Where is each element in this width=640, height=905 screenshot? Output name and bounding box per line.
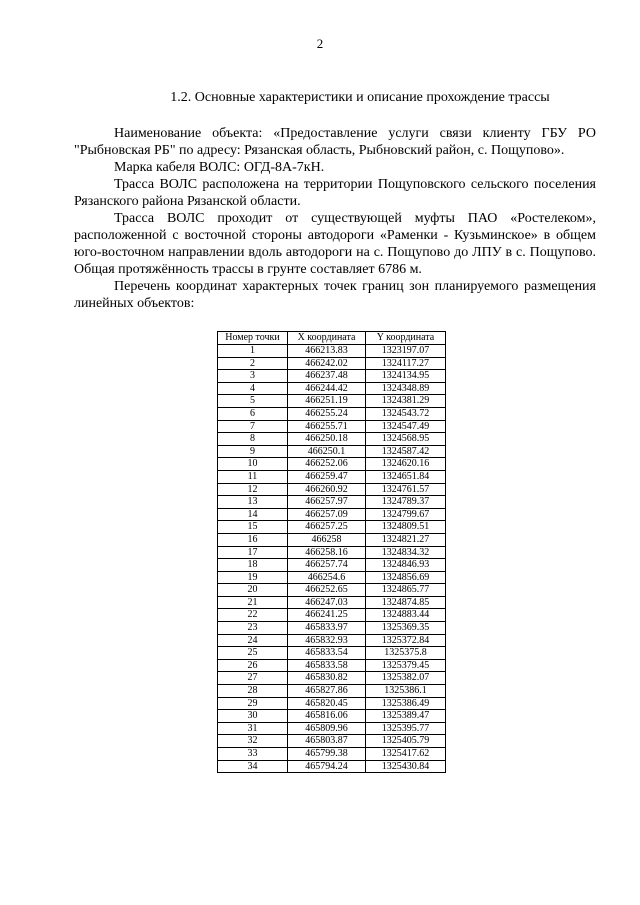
table-row (218, 685, 446, 698)
cell-y-coordinate: 1324587.42 (366, 445, 446, 458)
table-row (218, 609, 446, 622)
table-row (218, 584, 446, 597)
cell-y-coordinate: 1324856.69 (366, 571, 446, 584)
table-row (218, 345, 446, 358)
table-row (218, 697, 446, 710)
cell-point-number: 23 (218, 622, 288, 635)
table-row (218, 407, 446, 420)
paragraph-object-name: Наименование объекта: «Предоставление услуги связи клиенту ГБУ РО "Рыбновская РБ" по адресу: Рязанская область, Рыбновский район, с. Пощупово». (74, 126, 596, 158)
header-y-coordinate: Y координата (366, 332, 446, 345)
table-row (218, 760, 446, 773)
cell-x-coordinate: 466260.92 (288, 483, 366, 496)
table-row (218, 647, 446, 660)
cell-x-coordinate: 466257.97 (288, 496, 366, 509)
cell-x-coordinate: 466254.6 (288, 571, 366, 584)
table-row (218, 722, 446, 735)
cell-y-coordinate: 1324543.72 (366, 407, 446, 420)
cell-point-number: 15 (218, 521, 288, 534)
cell-point-number: 29 (218, 697, 288, 710)
table-row (218, 571, 446, 584)
cell-x-coordinate: 466257.74 (288, 559, 366, 572)
table-row (218, 433, 446, 446)
cell-point-number: 5 (218, 395, 288, 408)
cell-point-number: 4 (218, 382, 288, 395)
cell-x-coordinate: 466252.06 (288, 458, 366, 471)
cell-point-number: 26 (218, 659, 288, 672)
cell-y-coordinate: 1324789.37 (366, 496, 446, 509)
table-row (218, 659, 446, 672)
cell-point-number: 31 (218, 722, 288, 735)
paragraph-route-description: Трасса ВОЛС проходит от существующей муфты ПАО «Ростелеком», расположенной с восточной стороны автодороги «Раменки - Кузьминское» в общем юго-восточном направлении вдоль автодороги на с. Пощупово до ЛПУ в с. Пощупово. Общая протяжённость трассы в грунте составляет 6786 м. (74, 211, 596, 277)
cell-x-coordinate: 465833.97 (288, 622, 366, 635)
cell-x-coordinate: 465820.45 (288, 697, 366, 710)
paragraph-route-location: Трасса ВОЛС расположена на территории Пощуповского сельского поселения Рязанского района Рязанской области. (74, 177, 596, 209)
cell-point-number: 2 (218, 357, 288, 370)
cell-y-coordinate: 1324381.29 (366, 395, 446, 408)
cell-point-number: 20 (218, 584, 288, 597)
cell-point-number: 12 (218, 483, 288, 496)
table-row (218, 634, 446, 647)
cell-x-coordinate: 466255.24 (288, 407, 366, 420)
table-row (218, 420, 446, 433)
cell-y-coordinate: 1325386.49 (366, 697, 446, 710)
cell-x-coordinate: 466257.09 (288, 508, 366, 521)
cell-y-coordinate: 1324883.44 (366, 609, 446, 622)
cell-x-coordinate: 466242.02 (288, 357, 366, 370)
cell-point-number: 9 (218, 445, 288, 458)
table-row (218, 445, 446, 458)
table-row (218, 546, 446, 559)
cell-point-number: 16 (218, 533, 288, 546)
cell-y-coordinate: 1325395.77 (366, 722, 446, 735)
header-x-coordinate: X координата (288, 332, 366, 345)
cell-y-coordinate: 1324865.77 (366, 584, 446, 597)
cell-point-number: 1 (218, 345, 288, 358)
cell-x-coordinate: 465833.58 (288, 659, 366, 672)
cell-y-coordinate: 1324348.89 (366, 382, 446, 395)
cell-y-coordinate: 1324620.16 (366, 458, 446, 471)
cell-point-number: 21 (218, 596, 288, 609)
cell-x-coordinate: 466250.18 (288, 433, 366, 446)
cell-x-coordinate: 466213.83 (288, 345, 366, 358)
cell-x-coordinate: 466259.47 (288, 470, 366, 483)
cell-x-coordinate: 466252.65 (288, 584, 366, 597)
cell-y-coordinate: 1325430.84 (366, 760, 446, 773)
cell-point-number: 6 (218, 407, 288, 420)
paragraph-coordinates-intro: Перечень координат характерных точек границ зон планируемого размещения линейных объектов: (74, 279, 596, 311)
cell-point-number: 18 (218, 559, 288, 572)
cell-point-number: 32 (218, 735, 288, 748)
table-row (218, 622, 446, 635)
cell-x-coordinate: 466255.71 (288, 420, 366, 433)
table-row (218, 508, 446, 521)
section-heading: 1.2. Основные характеристики и описание прохождение трассы (170, 90, 550, 105)
cell-y-coordinate: 1324134.95 (366, 370, 446, 383)
cell-y-coordinate: 1324117.27 (366, 357, 446, 370)
cell-point-number: 25 (218, 647, 288, 660)
table-row (218, 559, 446, 572)
paragraph-cable-brand: Марка кабеля ВОЛС: ОГД-8А-7кН. (114, 160, 325, 175)
cell-point-number: 33 (218, 748, 288, 761)
cell-point-number: 30 (218, 710, 288, 723)
table-row (218, 382, 446, 395)
cell-point-number: 22 (218, 609, 288, 622)
body-text (74, 125, 596, 312)
cell-y-coordinate: 1324568.95 (366, 433, 446, 446)
table-row (218, 458, 446, 471)
cell-y-coordinate: 1325382.07 (366, 672, 446, 685)
table-row (218, 357, 446, 370)
table-row (218, 521, 446, 534)
cell-y-coordinate: 1324834.32 (366, 546, 446, 559)
cell-x-coordinate: 466258 (288, 533, 366, 546)
cell-point-number: 11 (218, 470, 288, 483)
cell-y-coordinate: 1325379.45 (366, 659, 446, 672)
cell-y-coordinate: 1324651.84 (366, 470, 446, 483)
table-row (218, 672, 446, 685)
cell-x-coordinate: 466244.42 (288, 382, 366, 395)
page-number: 2 (316, 36, 324, 51)
table-row (218, 470, 446, 483)
cell-x-coordinate: 465827.86 (288, 685, 366, 698)
table-body (218, 345, 446, 773)
cell-x-coordinate: 466237.48 (288, 370, 366, 383)
cell-y-coordinate: 1324809.51 (366, 521, 446, 534)
cell-point-number: 10 (218, 458, 288, 471)
table-row (218, 483, 446, 496)
cell-x-coordinate: 465799.38 (288, 748, 366, 761)
cell-y-coordinate: 1324547.49 (366, 420, 446, 433)
cell-x-coordinate: 466257.25 (288, 521, 366, 534)
table-row (218, 735, 446, 748)
cell-x-coordinate: 465830.82 (288, 672, 366, 685)
cell-point-number: 3 (218, 370, 288, 383)
cell-point-number: 24 (218, 634, 288, 647)
cell-point-number: 28 (218, 685, 288, 698)
cell-point-number: 14 (218, 508, 288, 521)
cell-x-coordinate: 465833.54 (288, 647, 366, 660)
cell-point-number: 27 (218, 672, 288, 685)
cell-y-coordinate: 1325417.62 (366, 748, 446, 761)
cell-x-coordinate: 466247.03 (288, 596, 366, 609)
cell-y-coordinate: 1325386.1 (366, 685, 446, 698)
table-row (218, 533, 446, 546)
cell-y-coordinate: 1323197.07 (366, 345, 446, 358)
cell-x-coordinate: 465794.24 (288, 760, 366, 773)
cell-x-coordinate: 465816.06 (288, 710, 366, 723)
cell-y-coordinate: 1325369.35 (366, 622, 446, 635)
table-row (218, 710, 446, 723)
cell-y-coordinate: 1325389.47 (366, 710, 446, 723)
cell-point-number: 19 (218, 571, 288, 584)
cell-x-coordinate: 466250.1 (288, 445, 366, 458)
cell-x-coordinate: 465832.93 (288, 634, 366, 647)
header-point-number: Номер точки (218, 332, 288, 345)
cell-x-coordinate: 465803.87 (288, 735, 366, 748)
cell-y-coordinate: 1324821.27 (366, 533, 446, 546)
cell-x-coordinate: 466251.19 (288, 395, 366, 408)
cell-point-number: 8 (218, 433, 288, 446)
table-row (218, 748, 446, 761)
cell-point-number: 34 (218, 760, 288, 773)
cell-y-coordinate: 1324846.93 (366, 559, 446, 572)
cell-point-number: 17 (218, 546, 288, 559)
cell-y-coordinate: 1325375.8 (366, 647, 446, 660)
coordinates-table (217, 331, 446, 773)
table-header-row (218, 332, 446, 345)
table-row (218, 496, 446, 509)
table-row (218, 370, 446, 383)
cell-x-coordinate: 465809.96 (288, 722, 366, 735)
cell-y-coordinate: 1324799.67 (366, 508, 446, 521)
cell-y-coordinate: 1324761.57 (366, 483, 446, 496)
table-row (218, 395, 446, 408)
cell-y-coordinate: 1325372.84 (366, 634, 446, 647)
cell-point-number: 13 (218, 496, 288, 509)
cell-x-coordinate: 466258.16 (288, 546, 366, 559)
cell-y-coordinate: 1324874.85 (366, 596, 446, 609)
cell-point-number: 7 (218, 420, 288, 433)
cell-x-coordinate: 466241.25 (288, 609, 366, 622)
cell-y-coordinate: 1325405.79 (366, 735, 446, 748)
table-row (218, 596, 446, 609)
